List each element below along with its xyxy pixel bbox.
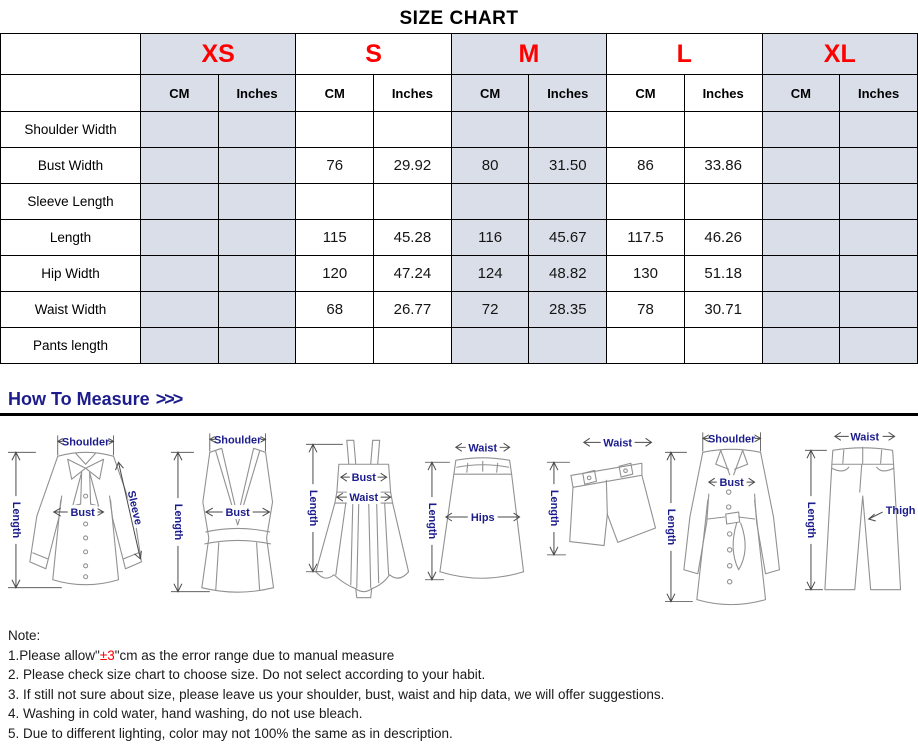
table-row-bust-width: Bust Width 76 29.92 80 31.50 86 33.86 [1,148,918,184]
size-header-l: L [607,34,762,75]
row-label: Sleeve Length [1,184,141,220]
unit-header-cm: CM [141,75,219,112]
hips-arrow [446,510,520,524]
unit-header-inches: Inches [529,75,607,112]
length-label: Length [426,502,439,540]
row-label: Length [1,220,141,256]
bust-arrow [709,475,755,489]
table-row-shoulder-width [1,112,918,148]
figure-shorts [540,422,659,617]
length-arrow [306,444,343,571]
unit-header-inches: Inches [374,75,452,112]
table-row-length: Length 115 45.28 116 45.67 117.5 46.26 [1,220,918,256]
thigh-label: Thigh [885,505,916,518]
divider-rule [0,413,918,416]
unit-header-cm: CM [451,75,529,112]
row-label: Bust Width [1,148,141,184]
bust-arrow [341,470,387,484]
thigh-arrow [868,505,915,521]
notes-heading: Note: [8,628,41,643]
waist-arrow [456,440,510,454]
dress-drawing [316,440,409,597]
waist-label: Waist [349,492,378,505]
length-label: Length [172,503,185,541]
unit-header-cm: CM [296,75,374,112]
table-row-pants-length [1,328,918,364]
corner-cell [1,34,141,75]
corner-cell-2 [1,75,141,112]
note-item-3: 3. If still not sure about size, please leave us your shoulder, bust, waist and hip data, we will offer suggestions. [8,686,665,702]
row-label: Waist Width [1,292,141,328]
shoulder-arrow [210,432,266,451]
unit-header-inches: Inches [684,75,762,112]
unit-header-inches: Inches [218,75,296,112]
size-header-xs: XS [141,34,296,75]
figure-sleeveless-top [166,422,300,617]
waist-arrow [834,429,894,443]
chevrons-icon: >>> [155,389,182,409]
table-row-waist-width: Waist Width 68 26.77 72 28.35 78 30.71 [1,292,918,328]
size-header-row [1,34,918,75]
figure-coat [659,422,798,617]
shoulder-label: Shoulder [214,434,262,447]
unit-header-row [1,75,918,112]
bust-label: Bust [719,477,744,490]
table-row-hip-width: Hip Width 120 47.24 124 48.82 130 51.18 [1,256,918,292]
note-1-tolerance: ±3 [99,647,115,663]
bust-arrow [54,505,104,519]
bust-label: Bust [351,472,376,485]
waist-label: Waist [849,431,879,444]
bust-label: Bust [70,507,95,520]
unit-header-cm: CM [762,75,840,112]
figure-pants [799,422,916,617]
row-label: Pants length [1,328,141,364]
top-drawing [202,448,274,592]
pants-drawing [824,447,900,589]
size-header-s: S [296,34,451,75]
length-label: Length [547,489,560,527]
shoulder-label: Shoulder [61,436,110,449]
length-label: Length [306,489,319,527]
page-title: SIZE CHART [399,8,519,29]
bust-arrow [206,505,270,519]
length-label: Length [9,501,22,539]
length-arrow [804,450,826,589]
note-item-1 [8,646,918,666]
table-row-sleeve-length [1,184,918,220]
waist-label: Waist [602,437,632,450]
length-label: Length [665,508,678,546]
how-to-measure-text: How To Measure [8,389,150,409]
figure-strap-dress [301,422,420,617]
shoulder-label: Shoulder [708,433,756,446]
size-header-m: M [451,34,606,75]
row-label: Shoulder Width [1,112,141,148]
unit-header-inches: Inches [840,75,918,112]
waist-arrow [583,435,651,449]
figure-skirt [420,422,539,617]
sleeve-label: Sleeve [124,489,145,527]
note-1-suffix: "cm as the error range due to manual measure [114,647,395,663]
size-header-xl: XL [762,34,918,75]
waist-label: Waist [468,442,498,455]
figure-blouse [2,422,166,617]
note-1-prefix: 1.Please allow" [8,647,100,663]
length-arrow [425,462,450,579]
unit-header-cm: CM [607,75,685,112]
notes-section [8,626,918,743]
shorts-drawing [563,462,656,549]
size-table [0,33,918,364]
coat-drawing [684,449,780,604]
measure-figures [0,422,918,622]
hips-label: Hips [471,511,495,524]
row-label: Hip Width [1,256,141,292]
length-arrow [547,462,570,555]
shoulder-arrow [703,431,761,451]
how-to-measure-heading [8,389,918,410]
note-item-5: 5. Due to different lighting, color may not 100% the same as in description. [8,725,453,741]
length-label: Length [804,501,817,539]
note-item-2: 2. Please check size chart to choose size. Do not select according to your habit. [8,667,486,682]
note-item-4: 4. Washing in cold water, hand washing, do not use bleach. [8,706,363,721]
bust-label: Bust [225,507,251,520]
